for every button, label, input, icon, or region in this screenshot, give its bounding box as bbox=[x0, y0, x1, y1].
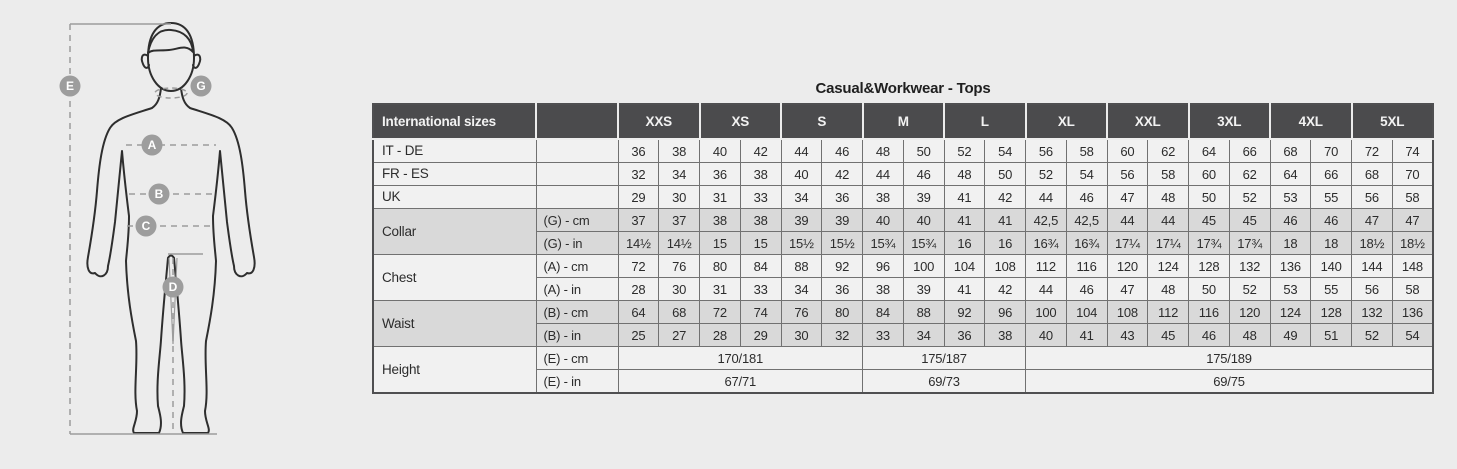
size-value: 48 bbox=[863, 139, 904, 163]
size-value: 128 bbox=[1311, 301, 1352, 324]
size-value: 15¾ bbox=[903, 232, 944, 255]
blank-header-cell bbox=[536, 104, 618, 139]
size-value: 76 bbox=[659, 255, 700, 278]
size-value: 15 bbox=[700, 232, 741, 255]
size-value: 16 bbox=[944, 232, 985, 255]
body-right-outline bbox=[174, 88, 255, 433]
size-value: 72 bbox=[1352, 139, 1393, 163]
figure-outline bbox=[87, 23, 254, 433]
size-value: 43 bbox=[1107, 324, 1148, 347]
size-value: 144 bbox=[1352, 255, 1393, 278]
size-value: 54 bbox=[1066, 163, 1107, 186]
size-value: 28 bbox=[700, 324, 741, 347]
unit-label: (E) - cm bbox=[536, 347, 618, 370]
size-value: 58 bbox=[1392, 278, 1433, 301]
table-row bbox=[373, 163, 1433, 186]
size-value: 44 bbox=[1107, 209, 1148, 232]
size-value: 30 bbox=[659, 186, 700, 209]
hair-line bbox=[148, 30, 193, 53]
body-measurement-diagram bbox=[55, 4, 295, 464]
size-value: 29 bbox=[618, 186, 659, 209]
size-value: 124 bbox=[1270, 301, 1311, 324]
size-value: 124 bbox=[1148, 255, 1189, 278]
size-value: 108 bbox=[985, 255, 1026, 278]
size-value: 64 bbox=[618, 301, 659, 324]
unit-label bbox=[536, 139, 618, 163]
size-value: 48 bbox=[1229, 324, 1270, 347]
size-value: 27 bbox=[659, 324, 700, 347]
size-value: 112 bbox=[1148, 301, 1189, 324]
size-value: 40 bbox=[781, 163, 822, 186]
size-value: 92 bbox=[944, 301, 985, 324]
size-value: 18½ bbox=[1352, 232, 1393, 255]
unit-label: (G) - cm bbox=[536, 209, 618, 232]
size-value: 34 bbox=[903, 324, 944, 347]
table-header-row bbox=[373, 104, 1433, 139]
size-value: 31 bbox=[700, 278, 741, 301]
size-value: 46 bbox=[822, 139, 863, 163]
size-value: 120 bbox=[1107, 255, 1148, 278]
size-value: 84 bbox=[863, 301, 904, 324]
measure-label: Height bbox=[373, 347, 536, 394]
size-value: 72 bbox=[700, 301, 741, 324]
size-value: 136 bbox=[1392, 301, 1433, 324]
size-value: 104 bbox=[944, 255, 985, 278]
size-value: 44 bbox=[1026, 278, 1067, 301]
size-value: 15 bbox=[740, 232, 781, 255]
size-value: 38 bbox=[700, 209, 741, 232]
size-value: 40 bbox=[1026, 324, 1067, 347]
size-table bbox=[372, 103, 1434, 394]
size-header-xl: XL bbox=[1026, 104, 1108, 139]
unit-label: (B) - in bbox=[536, 324, 618, 347]
size-value: 56 bbox=[1107, 163, 1148, 186]
size-value: 39 bbox=[903, 186, 944, 209]
measure-label: Collar bbox=[373, 209, 536, 255]
size-value: 62 bbox=[1148, 139, 1189, 163]
size-value: 36 bbox=[618, 139, 659, 163]
size-header-3xl: 3XL bbox=[1189, 104, 1271, 139]
size-value: 48 bbox=[944, 163, 985, 186]
size-value: 36 bbox=[944, 324, 985, 347]
size-value: 39 bbox=[903, 278, 944, 301]
badge-c-hip bbox=[136, 216, 157, 237]
size-value: 100 bbox=[903, 255, 944, 278]
size-value: 56 bbox=[1352, 278, 1393, 301]
size-value: 100 bbox=[1026, 301, 1067, 324]
measure-label: IT - DE bbox=[373, 139, 536, 163]
size-value: 55 bbox=[1311, 278, 1352, 301]
size-value: 52 bbox=[1229, 186, 1270, 209]
measure-label: UK bbox=[373, 186, 536, 209]
size-value: 36 bbox=[822, 186, 863, 209]
size-value: 84 bbox=[740, 255, 781, 278]
badge-c-label: C bbox=[141, 219, 151, 233]
badge-b-waist bbox=[149, 184, 170, 205]
size-value: 45 bbox=[1148, 324, 1189, 347]
size-value: 30 bbox=[781, 324, 822, 347]
size-value: 44 bbox=[1026, 186, 1067, 209]
size-value: 38 bbox=[740, 209, 781, 232]
size-value: 48 bbox=[1148, 186, 1189, 209]
size-value: 52 bbox=[944, 139, 985, 163]
size-value: 88 bbox=[781, 255, 822, 278]
size-value: 46 bbox=[1066, 186, 1107, 209]
size-value: 14½ bbox=[659, 232, 700, 255]
size-value: 34 bbox=[781, 186, 822, 209]
size-value: 50 bbox=[1189, 278, 1230, 301]
size-value: 92 bbox=[822, 255, 863, 278]
size-value: 32 bbox=[822, 324, 863, 347]
size-value: 51 bbox=[1311, 324, 1352, 347]
size-value: 29 bbox=[740, 324, 781, 347]
size-value: 30 bbox=[659, 278, 700, 301]
size-header-xxs: XXS bbox=[618, 104, 700, 139]
size-value: 50 bbox=[1189, 186, 1230, 209]
size-value: 46 bbox=[1189, 324, 1230, 347]
size-value: 62 bbox=[1229, 163, 1270, 186]
size-value: 52 bbox=[1229, 278, 1270, 301]
size-value: 72 bbox=[618, 255, 659, 278]
size-value: 33 bbox=[863, 324, 904, 347]
size-value: 41 bbox=[944, 186, 985, 209]
size-value: 46 bbox=[903, 163, 944, 186]
size-value: 69/75 bbox=[1026, 370, 1434, 394]
size-value: 49 bbox=[1270, 324, 1311, 347]
unit-label: (E) - in bbox=[536, 370, 618, 394]
size-value: 116 bbox=[1189, 301, 1230, 324]
measure-label: Waist bbox=[373, 301, 536, 347]
size-header-5xl: 5XL bbox=[1352, 104, 1434, 139]
size-header-xs: XS bbox=[700, 104, 782, 139]
size-value: 45 bbox=[1189, 209, 1230, 232]
size-value: 46 bbox=[1311, 209, 1352, 232]
unit-label: (A) - in bbox=[536, 278, 618, 301]
unit-label: (B) - cm bbox=[536, 301, 618, 324]
size-value: 58 bbox=[1392, 186, 1433, 209]
size-value: 47 bbox=[1107, 186, 1148, 209]
size-value: 17¼ bbox=[1148, 232, 1189, 255]
size-value: 42,5 bbox=[1066, 209, 1107, 232]
size-value: 120 bbox=[1229, 301, 1270, 324]
size-value: 104 bbox=[1066, 301, 1107, 324]
size-value: 33 bbox=[740, 186, 781, 209]
measure-label: Chest bbox=[373, 255, 536, 301]
table-row bbox=[373, 186, 1433, 209]
size-value: 40 bbox=[700, 139, 741, 163]
size-value: 80 bbox=[822, 301, 863, 324]
size-value: 42 bbox=[985, 186, 1026, 209]
size-value: 38 bbox=[863, 186, 904, 209]
size-value: 132 bbox=[1229, 255, 1270, 278]
size-value: 54 bbox=[1392, 324, 1433, 347]
size-value: 68 bbox=[1352, 163, 1393, 186]
size-table-section bbox=[372, 80, 1434, 394]
size-value: 47 bbox=[1107, 278, 1148, 301]
size-value: 136 bbox=[1270, 255, 1311, 278]
crotch-line bbox=[168, 256, 174, 259]
size-header-s: S bbox=[781, 104, 863, 139]
size-value: 66 bbox=[1311, 163, 1352, 186]
size-header-xxl: XXL bbox=[1107, 104, 1189, 139]
size-value: 53 bbox=[1270, 186, 1311, 209]
size-value: 60 bbox=[1189, 163, 1230, 186]
size-value: 88 bbox=[903, 301, 944, 324]
size-value: 18 bbox=[1270, 232, 1311, 255]
international-sizes-header: International sizes bbox=[373, 104, 536, 139]
size-value: 175/189 bbox=[1026, 347, 1434, 370]
size-value: 140 bbox=[1311, 255, 1352, 278]
table-row bbox=[373, 301, 1433, 324]
size-value: 69/73 bbox=[863, 370, 1026, 394]
size-value: 41 bbox=[944, 278, 985, 301]
size-value: 18 bbox=[1311, 232, 1352, 255]
size-value: 50 bbox=[903, 139, 944, 163]
size-value: 31 bbox=[700, 186, 741, 209]
size-value: 40 bbox=[903, 209, 944, 232]
size-value: 148 bbox=[1392, 255, 1433, 278]
size-value: 60 bbox=[1107, 139, 1148, 163]
size-value: 18½ bbox=[1392, 232, 1433, 255]
size-value: 67/71 bbox=[618, 370, 863, 394]
badge-e-label: E bbox=[65, 79, 75, 93]
size-value: 16¾ bbox=[1066, 232, 1107, 255]
size-value: 108 bbox=[1107, 301, 1148, 324]
size-value: 42 bbox=[740, 139, 781, 163]
size-value: 56 bbox=[1352, 186, 1393, 209]
size-value: 25 bbox=[618, 324, 659, 347]
size-value: 48 bbox=[1148, 278, 1189, 301]
size-value: 70 bbox=[1392, 163, 1433, 186]
size-value: 44 bbox=[1148, 209, 1189, 232]
table-row bbox=[373, 255, 1433, 278]
figure-wrap bbox=[55, 4, 295, 464]
size-value: 36 bbox=[700, 163, 741, 186]
size-value: 47 bbox=[1352, 209, 1393, 232]
table-row bbox=[373, 209, 1433, 232]
size-value: 46 bbox=[1066, 278, 1107, 301]
size-value: 42,5 bbox=[1026, 209, 1067, 232]
size-value: 17¼ bbox=[1107, 232, 1148, 255]
size-value: 96 bbox=[985, 301, 1026, 324]
badge-d-inseam bbox=[163, 277, 184, 298]
size-value: 39 bbox=[781, 209, 822, 232]
badge-e-height bbox=[60, 76, 81, 97]
size-value: 17¾ bbox=[1229, 232, 1270, 255]
size-value: 36 bbox=[822, 278, 863, 301]
table-row bbox=[373, 347, 1433, 370]
size-value: 96 bbox=[863, 255, 904, 278]
size-value: 38 bbox=[863, 278, 904, 301]
size-value: 44 bbox=[863, 163, 904, 186]
size-value: 50 bbox=[985, 163, 1026, 186]
unit-label bbox=[536, 186, 618, 209]
size-header-m: M bbox=[863, 104, 945, 139]
size-value: 33 bbox=[740, 278, 781, 301]
size-value: 41 bbox=[944, 209, 985, 232]
size-header-4xl: 4XL bbox=[1270, 104, 1352, 139]
size-value: 64 bbox=[1270, 163, 1311, 186]
size-value: 46 bbox=[1270, 209, 1311, 232]
size-value: 45 bbox=[1229, 209, 1270, 232]
size-value: 58 bbox=[1066, 139, 1107, 163]
badge-d-label: D bbox=[168, 280, 178, 294]
size-value: 41 bbox=[1066, 324, 1107, 347]
size-value: 38 bbox=[985, 324, 1026, 347]
size-value: 68 bbox=[1270, 139, 1311, 163]
table-row bbox=[373, 139, 1433, 163]
size-value: 37 bbox=[618, 209, 659, 232]
size-value: 32 bbox=[618, 163, 659, 186]
size-value: 16 bbox=[985, 232, 1026, 255]
badge-g-collar bbox=[191, 76, 212, 97]
size-value: 38 bbox=[740, 163, 781, 186]
size-value: 128 bbox=[1189, 255, 1230, 278]
size-value: 34 bbox=[781, 278, 822, 301]
badge-b-label: B bbox=[154, 187, 164, 201]
size-value: 68 bbox=[659, 301, 700, 324]
size-value: 52 bbox=[1026, 163, 1067, 186]
unit-label: (A) - cm bbox=[536, 255, 618, 278]
measure-label: FR - ES bbox=[373, 163, 536, 186]
size-value: 38 bbox=[659, 139, 700, 163]
size-value: 55 bbox=[1311, 186, 1352, 209]
size-value: 42 bbox=[985, 278, 1026, 301]
size-header-l: L bbox=[944, 104, 1026, 139]
size-value: 15½ bbox=[781, 232, 822, 255]
page-title: Casual&Workwear - Tops bbox=[815, 80, 991, 97]
size-value: 66 bbox=[1229, 139, 1270, 163]
size-value: 64 bbox=[1189, 139, 1230, 163]
measure-badges bbox=[60, 76, 212, 298]
size-value: 54 bbox=[985, 139, 1026, 163]
unit-label bbox=[536, 163, 618, 186]
size-value: 15½ bbox=[822, 232, 863, 255]
size-value: 58 bbox=[1148, 163, 1189, 186]
size-value: 39 bbox=[822, 209, 863, 232]
size-value: 47 bbox=[1392, 209, 1433, 232]
size-value: 80 bbox=[700, 255, 741, 278]
size-value: 76 bbox=[781, 301, 822, 324]
size-value: 17¾ bbox=[1189, 232, 1230, 255]
size-value: 56 bbox=[1026, 139, 1067, 163]
size-value: 14½ bbox=[618, 232, 659, 255]
size-value: 41 bbox=[985, 209, 1026, 232]
size-value: 175/187 bbox=[863, 347, 1026, 370]
size-value: 170/181 bbox=[618, 347, 863, 370]
size-value: 70 bbox=[1311, 139, 1352, 163]
size-value: 53 bbox=[1270, 278, 1311, 301]
unit-label: (G) - in bbox=[536, 232, 618, 255]
size-value: 74 bbox=[740, 301, 781, 324]
size-value: 15¾ bbox=[863, 232, 904, 255]
size-value: 132 bbox=[1352, 301, 1393, 324]
size-value: 52 bbox=[1352, 324, 1393, 347]
size-value: 116 bbox=[1066, 255, 1107, 278]
size-value: 42 bbox=[822, 163, 863, 186]
size-value: 34 bbox=[659, 163, 700, 186]
size-value: 112 bbox=[1026, 255, 1067, 278]
size-value: 37 bbox=[659, 209, 700, 232]
badge-a-chest bbox=[142, 135, 163, 156]
head-outline bbox=[148, 23, 194, 91]
size-value: 16¾ bbox=[1026, 232, 1067, 255]
size-value: 44 bbox=[781, 139, 822, 163]
badge-g-label: G bbox=[196, 79, 206, 93]
size-value: 28 bbox=[618, 278, 659, 301]
size-value: 40 bbox=[863, 209, 904, 232]
size-value: 74 bbox=[1392, 139, 1433, 163]
badge-a-label: A bbox=[147, 138, 157, 152]
